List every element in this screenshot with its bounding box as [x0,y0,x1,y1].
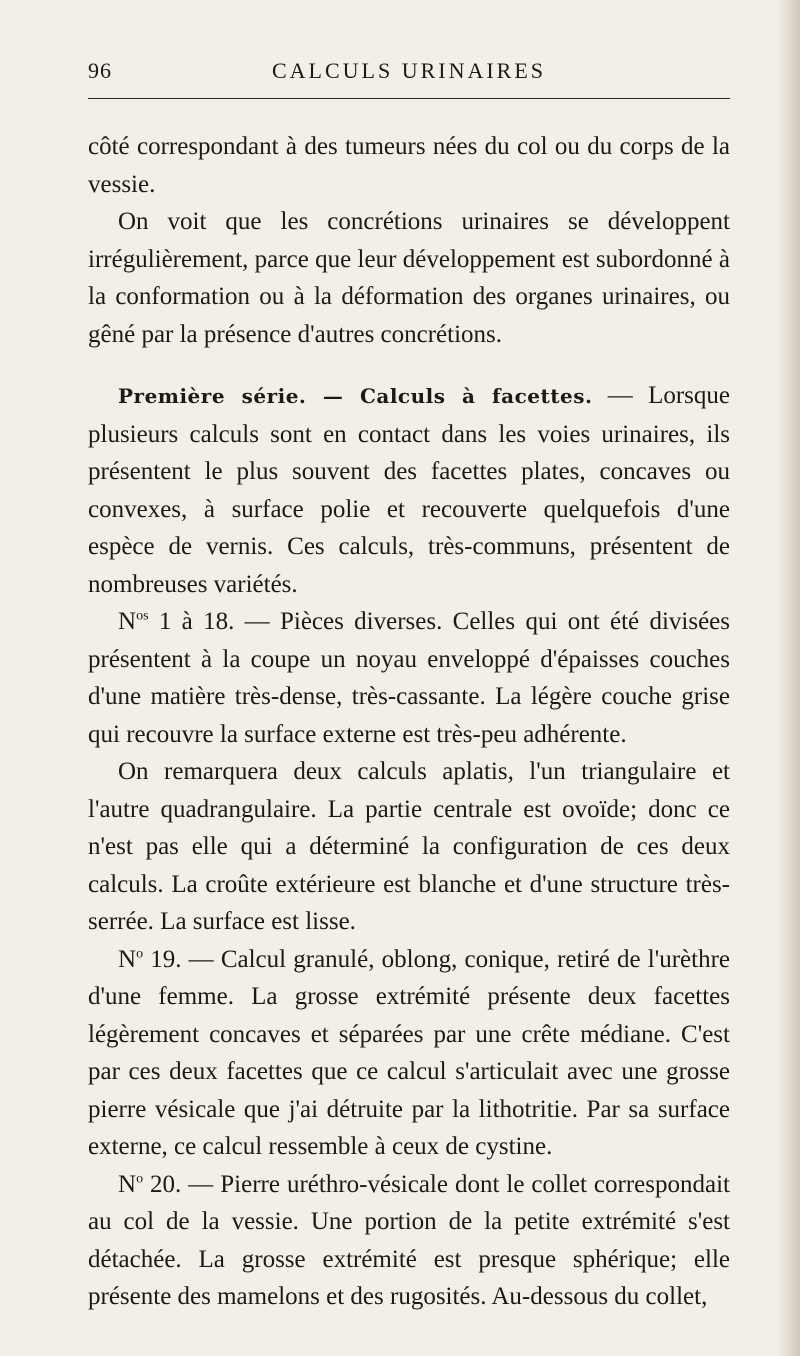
paragraph-text: 20. — Pierre uréthro-vésicale dont le collet correspondait au col de la vessie. Une portion de la petite extrémité s'est détachée. La grosse extrémité est presque sphérique; elle présente des mamelons et des rugosités. Au-dessous du collet, [88,1170,730,1310]
paragraph-text: 19. — Calcul granulé, oblong, conique, retiré de l'urèthre d'une femme. La grosse extrémité présente deux facettes légèrement concaves et séparées par une crête médiane. C'est par ces deux facettes que ce calcul s'articulait avec une grosse pierre vésicale que j'ai détruite par la lithotritie. Par sa surface externe, ce calcul ressemble à ceux de cystine. [88,945,730,1160]
paragraph-flat-calculi: On remarquera deux calculs aplatis, l'un triangulaire et l'autre quadrangulaire. La partie centrale est ovoïde; donc ce n'est pas elle qui a déterminé la configuration de ces deux calculs. La croûte extérieure est blanche et d'une structure très-serrée. La surface est lisse. [88,758,730,935]
item-number-prefix: N [118,608,137,635]
page-number: 96 [88,58,112,83]
item-number-superscript: os [136,608,149,624]
paragraph-item-20 [88,1166,730,1316]
paragraph-development: On voit que les concrétions urinaires se développent irrégulièrement, parce que leur développement est subordonné à la conformation ou à la déformation des organes urinaires, ou gêné par la présence d'autres concrétions. [88,208,730,348]
header-rule [88,98,730,99]
body-text [88,128,730,1316]
item-number-superscript: o [136,1171,144,1187]
section-heading: Première série. — Calculs à facettes. [118,384,593,408]
paragraph-first-series [88,377,730,603]
paragraph-text: 1 à 18. — Pièces diverses. Celles qui ont été divisées présentent à la coupe un noyau enveloppé d'épaisses couches d'une matière très-dense, très-cassante. La légère couche grise qui recouvre la surface externe est très-peu adhérente. [88,608,730,748]
item-number-superscript: o [136,946,144,962]
item-number-prefix: N [118,1170,137,1198]
item-number-prefix: N [118,945,137,973]
paragraph-items-1-18 [88,603,730,753]
running-head [88,58,730,98]
paragraph-continuation: côté correspondant à des tumeurs nées du col ou du corps de la vessie. [88,133,730,198]
running-title: CALCULS URINAIRES [271,58,547,83]
paragraph-text: — Lorsque plusieurs calculs sont en contact dans les voies urinaires, ils présentent le plus souvent des facettes plates, concaves ou convexes, à surface polie et recouverte quelquefois d'une espèce de vernis. Ces calculs, très-communs, présentent de nombreuses variétés. [88,382,731,598]
paragraph-item-19 [88,941,730,1166]
page-edge-shadow [778,0,800,1356]
